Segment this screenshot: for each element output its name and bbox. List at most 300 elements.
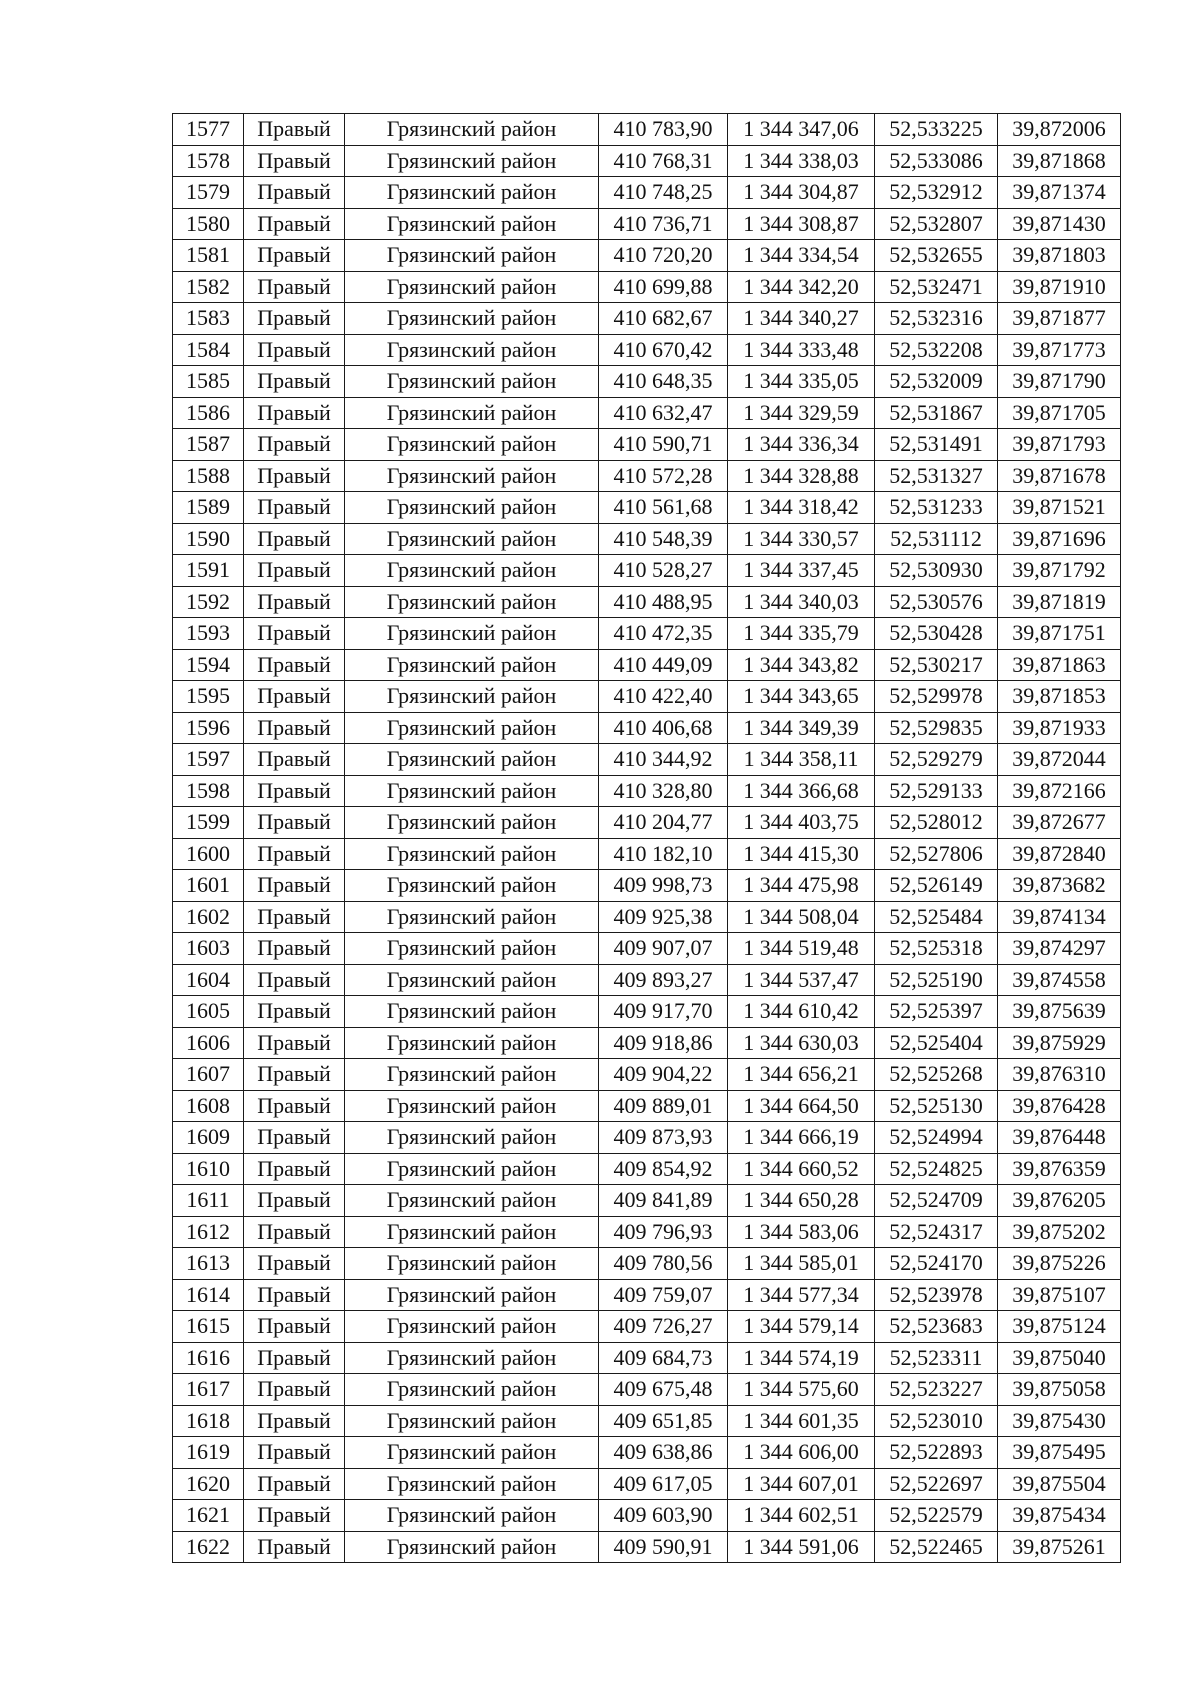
coord-y-cell: 1 344 329,59 [728,397,875,429]
district-cell: Грязинский район [345,208,599,240]
latitude-cell: 52,532655 [875,240,998,272]
longitude-cell: 39,871374 [998,177,1121,209]
coord-x-cell: 409 907,07 [599,933,728,965]
point-number-cell: 1598 [173,775,244,807]
longitude-cell: 39,875226 [998,1248,1121,1280]
latitude-cell: 52,532316 [875,303,998,335]
coord-x-cell: 409 675,48 [599,1374,728,1406]
bank-side-cell: Правый [244,1374,345,1406]
longitude-cell: 39,871751 [998,618,1121,650]
table-row [173,366,1121,398]
table-row [173,964,1121,996]
coord-y-cell: 1 344 610,42 [728,996,875,1028]
bank-side-cell: Правый [244,1468,345,1500]
point-number-cell: 1593 [173,618,244,650]
bank-side-cell: Правый [244,114,345,146]
latitude-cell: 52,531327 [875,460,998,492]
longitude-cell: 39,872044 [998,744,1121,776]
coord-x-cell: 409 917,70 [599,996,728,1028]
table-row [173,775,1121,807]
district-cell: Грязинский район [345,555,599,587]
longitude-cell: 39,875434 [998,1500,1121,1532]
longitude-cell: 39,875058 [998,1374,1121,1406]
longitude-cell: 39,875202 [998,1216,1121,1248]
point-number-cell: 1591 [173,555,244,587]
district-cell: Грязинский район [345,1468,599,1500]
table-row [173,681,1121,713]
coord-y-cell: 1 344 336,34 [728,429,875,461]
bank-side-cell: Правый [244,177,345,209]
point-number-cell: 1579 [173,177,244,209]
bank-side-cell: Правый [244,1405,345,1437]
bank-side-cell: Правый [244,492,345,524]
table-row [173,1059,1121,1091]
point-number-cell: 1584 [173,334,244,366]
bank-side-cell: Правый [244,1531,345,1563]
coord-x-cell: 410 406,68 [599,712,728,744]
coord-y-cell: 1 344 349,39 [728,712,875,744]
bank-side-cell: Правый [244,775,345,807]
table-row [173,240,1121,272]
point-number-cell: 1588 [173,460,244,492]
point-number-cell: 1596 [173,712,244,744]
coord-x-cell: 410 472,35 [599,618,728,650]
coord-y-cell: 1 344 601,35 [728,1405,875,1437]
coord-y-cell: 1 344 415,30 [728,838,875,870]
latitude-cell: 52,533225 [875,114,998,146]
point-number-cell: 1621 [173,1500,244,1532]
coord-y-cell: 1 344 343,65 [728,681,875,713]
point-number-cell: 1622 [173,1531,244,1563]
coord-y-cell: 1 344 602,51 [728,1500,875,1532]
coord-y-cell: 1 344 475,98 [728,870,875,902]
district-cell: Грязинский район [345,996,599,1028]
bank-side-cell: Правый [244,1027,345,1059]
district-cell: Грязинский район [345,1531,599,1563]
district-cell: Грязинский район [345,1248,599,1280]
latitude-cell: 52,525190 [875,964,998,996]
coord-y-cell: 1 344 650,28 [728,1185,875,1217]
longitude-cell: 39,872677 [998,807,1121,839]
district-cell: Грязинский район [345,1122,599,1154]
district-cell: Грязинский район [345,1405,599,1437]
coord-x-cell: 409 590,91 [599,1531,728,1563]
district-cell: Грязинский район [345,145,599,177]
bank-side-cell: Правый [244,1122,345,1154]
bank-side-cell: Правый [244,838,345,870]
table-row [173,807,1121,839]
coord-y-cell: 1 344 338,03 [728,145,875,177]
point-number-cell: 1597 [173,744,244,776]
table-row [173,555,1121,587]
longitude-cell: 39,871868 [998,145,1121,177]
coord-y-cell: 1 344 366,68 [728,775,875,807]
coord-x-cell: 410 561,68 [599,492,728,524]
longitude-cell: 39,874134 [998,901,1121,933]
coord-y-cell: 1 344 340,03 [728,586,875,618]
bank-side-cell: Правый [244,996,345,1028]
point-number-cell: 1616 [173,1342,244,1374]
table-row [173,177,1121,209]
bank-side-cell: Правый [244,334,345,366]
bank-side-cell: Правый [244,901,345,933]
district-cell: Грязинский район [345,681,599,713]
bank-side-cell: Правый [244,208,345,240]
longitude-cell: 39,876448 [998,1122,1121,1154]
table-row [173,1374,1121,1406]
latitude-cell: 52,523227 [875,1374,998,1406]
bank-side-cell: Правый [244,964,345,996]
district-cell: Грязинский район [345,649,599,681]
latitude-cell: 52,523978 [875,1279,998,1311]
latitude-cell: 52,527806 [875,838,998,870]
point-number-cell: 1585 [173,366,244,398]
coord-y-cell: 1 344 334,54 [728,240,875,272]
coord-y-cell: 1 344 335,79 [728,618,875,650]
table-row [173,114,1121,146]
latitude-cell: 52,525130 [875,1090,998,1122]
coord-y-cell: 1 344 347,06 [728,114,875,146]
coord-x-cell: 410 344,92 [599,744,728,776]
coord-x-cell: 409 651,85 [599,1405,728,1437]
longitude-cell: 39,875261 [998,1531,1121,1563]
coord-y-cell: 1 344 342,20 [728,271,875,303]
table-row [173,1153,1121,1185]
point-number-cell: 1578 [173,145,244,177]
district-cell: Грязинский район [345,838,599,870]
district-cell: Грязинский район [345,807,599,839]
coord-x-cell: 410 783,90 [599,114,728,146]
coord-x-cell: 410 682,67 [599,303,728,335]
coord-x-cell: 410 548,39 [599,523,728,555]
district-cell: Грязинский район [345,1342,599,1374]
latitude-cell: 52,529978 [875,681,998,713]
table-row [173,933,1121,965]
district-cell: Грязинский район [345,1374,599,1406]
bank-side-cell: Правый [244,460,345,492]
table-row [173,492,1121,524]
coord-x-cell: 409 726,27 [599,1311,728,1343]
latitude-cell: 52,522465 [875,1531,998,1563]
coord-x-cell: 410 182,10 [599,838,728,870]
longitude-cell: 39,874558 [998,964,1121,996]
coord-x-cell: 410 204,77 [599,807,728,839]
longitude-cell: 39,872166 [998,775,1121,807]
point-number-cell: 1603 [173,933,244,965]
point-number-cell: 1581 [173,240,244,272]
table-row [173,870,1121,902]
coord-x-cell: 410 528,27 [599,555,728,587]
point-number-cell: 1580 [173,208,244,240]
coord-x-cell: 409 759,07 [599,1279,728,1311]
coord-y-cell: 1 344 585,01 [728,1248,875,1280]
district-cell: Грязинский район [345,1437,599,1469]
coord-x-cell: 409 925,38 [599,901,728,933]
latitude-cell: 52,523683 [875,1311,998,1343]
bank-side-cell: Правый [244,1279,345,1311]
bank-side-cell: Правый [244,1185,345,1217]
latitude-cell: 52,532912 [875,177,998,209]
bank-side-cell: Правый [244,1500,345,1532]
coord-x-cell: 409 684,73 [599,1342,728,1374]
latitude-cell: 52,526149 [875,870,998,902]
longitude-cell: 39,871790 [998,366,1121,398]
coord-y-cell: 1 344 330,57 [728,523,875,555]
longitude-cell: 39,871803 [998,240,1121,272]
point-number-cell: 1582 [173,271,244,303]
point-number-cell: 1599 [173,807,244,839]
bank-side-cell: Правый [244,555,345,587]
table-row [173,1248,1121,1280]
latitude-cell: 52,532471 [875,271,998,303]
district-cell: Грязинский район [345,1500,599,1532]
bank-side-cell: Правый [244,744,345,776]
latitude-cell: 52,529133 [875,775,998,807]
table-row [173,996,1121,1028]
coord-x-cell: 410 328,80 [599,775,728,807]
bank-side-cell: Правый [244,1311,345,1343]
coord-x-cell: 409 603,90 [599,1500,728,1532]
point-number-cell: 1602 [173,901,244,933]
latitude-cell: 52,530428 [875,618,998,650]
table-row [173,271,1121,303]
coord-y-cell: 1 344 591,06 [728,1531,875,1563]
coord-x-cell: 409 854,92 [599,1153,728,1185]
point-number-cell: 1606 [173,1027,244,1059]
point-number-cell: 1613 [173,1248,244,1280]
table-row [173,618,1121,650]
point-number-cell: 1612 [173,1216,244,1248]
point-number-cell: 1619 [173,1437,244,1469]
coord-x-cell: 410 488,95 [599,586,728,618]
table-row [173,649,1121,681]
coord-x-cell: 410 422,40 [599,681,728,713]
coord-x-cell: 409 918,86 [599,1027,728,1059]
longitude-cell: 39,874297 [998,933,1121,965]
longitude-cell: 39,876205 [998,1185,1121,1217]
district-cell: Грязинский район [345,964,599,996]
latitude-cell: 52,530217 [875,649,998,681]
latitude-cell: 52,529279 [875,744,998,776]
coord-x-cell: 409 617,05 [599,1468,728,1500]
district-cell: Грязинский район [345,586,599,618]
coord-y-cell: 1 344 340,27 [728,303,875,335]
bank-side-cell: Правый [244,1437,345,1469]
point-number-cell: 1595 [173,681,244,713]
bank-side-cell: Правый [244,1059,345,1091]
coord-y-cell: 1 344 328,88 [728,460,875,492]
coord-y-cell: 1 344 656,21 [728,1059,875,1091]
coord-x-cell: 410 768,31 [599,145,728,177]
district-cell: Грязинский район [345,1090,599,1122]
coord-y-cell: 1 344 304,87 [728,177,875,209]
coord-y-cell: 1 344 335,05 [728,366,875,398]
point-number-cell: 1618 [173,1405,244,1437]
coord-y-cell: 1 344 606,00 [728,1437,875,1469]
district-cell: Грязинский район [345,618,599,650]
latitude-cell: 52,531867 [875,397,998,429]
point-number-cell: 1608 [173,1090,244,1122]
point-number-cell: 1611 [173,1185,244,1217]
latitude-cell: 52,530576 [875,586,998,618]
table-row [173,334,1121,366]
longitude-cell: 39,876359 [998,1153,1121,1185]
bank-side-cell: Правый [244,523,345,555]
longitude-cell: 39,875430 [998,1405,1121,1437]
coord-y-cell: 1 344 577,34 [728,1279,875,1311]
table-row [173,1216,1121,1248]
district-cell: Грязинский район [345,1027,599,1059]
latitude-cell: 52,525268 [875,1059,998,1091]
bank-side-cell: Правый [244,807,345,839]
longitude-cell: 39,875124 [998,1311,1121,1343]
longitude-cell: 39,871678 [998,460,1121,492]
table-row [173,1185,1121,1217]
table-row [173,1500,1121,1532]
coordinates-table [172,113,1121,1563]
district-cell: Грязинский район [345,460,599,492]
table-row [173,1311,1121,1343]
bank-side-cell: Правый [244,145,345,177]
latitude-cell: 52,531112 [875,523,998,555]
district-cell: Грязинский район [345,933,599,965]
point-number-cell: 1589 [173,492,244,524]
table-row [173,1468,1121,1500]
bank-side-cell: Правый [244,429,345,461]
district-cell: Грязинский район [345,712,599,744]
table-row [173,838,1121,870]
point-number-cell: 1604 [173,964,244,996]
bank-side-cell: Правый [244,681,345,713]
coord-x-cell: 409 889,01 [599,1090,728,1122]
longitude-cell: 39,872840 [998,838,1121,870]
coord-x-cell: 410 572,28 [599,460,728,492]
district-cell: Грязинский район [345,523,599,555]
bank-side-cell: Правый [244,1090,345,1122]
bank-side-cell: Правый [244,271,345,303]
point-number-cell: 1615 [173,1311,244,1343]
latitude-cell: 52,524994 [875,1122,998,1154]
table-row [173,1027,1121,1059]
coord-y-cell: 1 344 575,60 [728,1374,875,1406]
latitude-cell: 52,525404 [875,1027,998,1059]
coord-y-cell: 1 344 337,45 [728,555,875,587]
latitude-cell: 52,525318 [875,933,998,965]
district-cell: Грязинский район [345,1311,599,1343]
coord-x-cell: 410 670,42 [599,334,728,366]
latitude-cell: 52,530930 [875,555,998,587]
district-cell: Грязинский район [345,334,599,366]
district-cell: Грязинский район [345,114,599,146]
district-cell: Грязинский район [345,1059,599,1091]
longitude-cell: 39,871430 [998,208,1121,240]
longitude-cell: 39,872006 [998,114,1121,146]
coord-y-cell: 1 344 660,52 [728,1153,875,1185]
table-row [173,901,1121,933]
district-cell: Грязинский район [345,775,599,807]
table-row [173,1122,1121,1154]
bank-side-cell: Правый [244,712,345,744]
longitude-cell: 39,875639 [998,996,1121,1028]
district-cell: Грязинский район [345,492,599,524]
point-number-cell: 1614 [173,1279,244,1311]
coord-y-cell: 1 344 403,75 [728,807,875,839]
district-cell: Грязинский район [345,1279,599,1311]
coord-y-cell: 1 344 664,50 [728,1090,875,1122]
bank-side-cell: Правый [244,870,345,902]
bank-side-cell: Правый [244,1216,345,1248]
coord-x-cell: 409 841,89 [599,1185,728,1217]
coord-x-cell: 410 736,71 [599,208,728,240]
latitude-cell: 52,525397 [875,996,998,1028]
latitude-cell: 52,533086 [875,145,998,177]
longitude-cell: 39,871910 [998,271,1121,303]
longitude-cell: 39,871773 [998,334,1121,366]
coord-y-cell: 1 344 607,01 [728,1468,875,1500]
longitude-cell: 39,871853 [998,681,1121,713]
district-cell: Грязинский район [345,271,599,303]
bank-side-cell: Правый [244,649,345,681]
table-row [173,460,1121,492]
latitude-cell: 52,523311 [875,1342,998,1374]
table-row [173,1342,1121,1374]
latitude-cell: 52,524317 [875,1216,998,1248]
coord-x-cell: 409 893,27 [599,964,728,996]
coord-x-cell: 410 590,71 [599,429,728,461]
point-number-cell: 1583 [173,303,244,335]
table-row [173,429,1121,461]
coord-x-cell: 410 648,35 [599,366,728,398]
point-number-cell: 1590 [173,523,244,555]
point-number-cell: 1605 [173,996,244,1028]
longitude-cell: 39,871521 [998,492,1121,524]
table-row [173,744,1121,776]
bank-side-cell: Правый [244,1248,345,1280]
point-number-cell: 1577 [173,114,244,146]
coord-y-cell: 1 344 519,48 [728,933,875,965]
bank-side-cell: Правый [244,366,345,398]
longitude-cell: 39,871696 [998,523,1121,555]
latitude-cell: 52,532009 [875,366,998,398]
coord-x-cell: 409 904,22 [599,1059,728,1091]
latitude-cell: 52,522579 [875,1500,998,1532]
coordinates-table-body [173,114,1121,1563]
longitude-cell: 39,875107 [998,1279,1121,1311]
district-cell: Грязинский район [345,177,599,209]
longitude-cell: 39,873682 [998,870,1121,902]
point-number-cell: 1617 [173,1374,244,1406]
coord-x-cell: 410 699,88 [599,271,728,303]
coord-y-cell: 1 344 308,87 [728,208,875,240]
latitude-cell: 52,531233 [875,492,998,524]
district-cell: Грязинский район [345,397,599,429]
bank-side-cell: Правый [244,240,345,272]
coord-y-cell: 1 344 358,11 [728,744,875,776]
table-row [173,208,1121,240]
coord-y-cell: 1 344 666,19 [728,1122,875,1154]
table-row [173,523,1121,555]
point-number-cell: 1586 [173,397,244,429]
coord-x-cell: 410 720,20 [599,240,728,272]
longitude-cell: 39,871792 [998,555,1121,587]
district-cell: Грязинский район [345,303,599,335]
longitude-cell: 39,871793 [998,429,1121,461]
point-number-cell: 1594 [173,649,244,681]
coord-y-cell: 1 344 537,47 [728,964,875,996]
longitude-cell: 39,871877 [998,303,1121,335]
longitude-cell: 39,875929 [998,1027,1121,1059]
table-row [173,1405,1121,1437]
